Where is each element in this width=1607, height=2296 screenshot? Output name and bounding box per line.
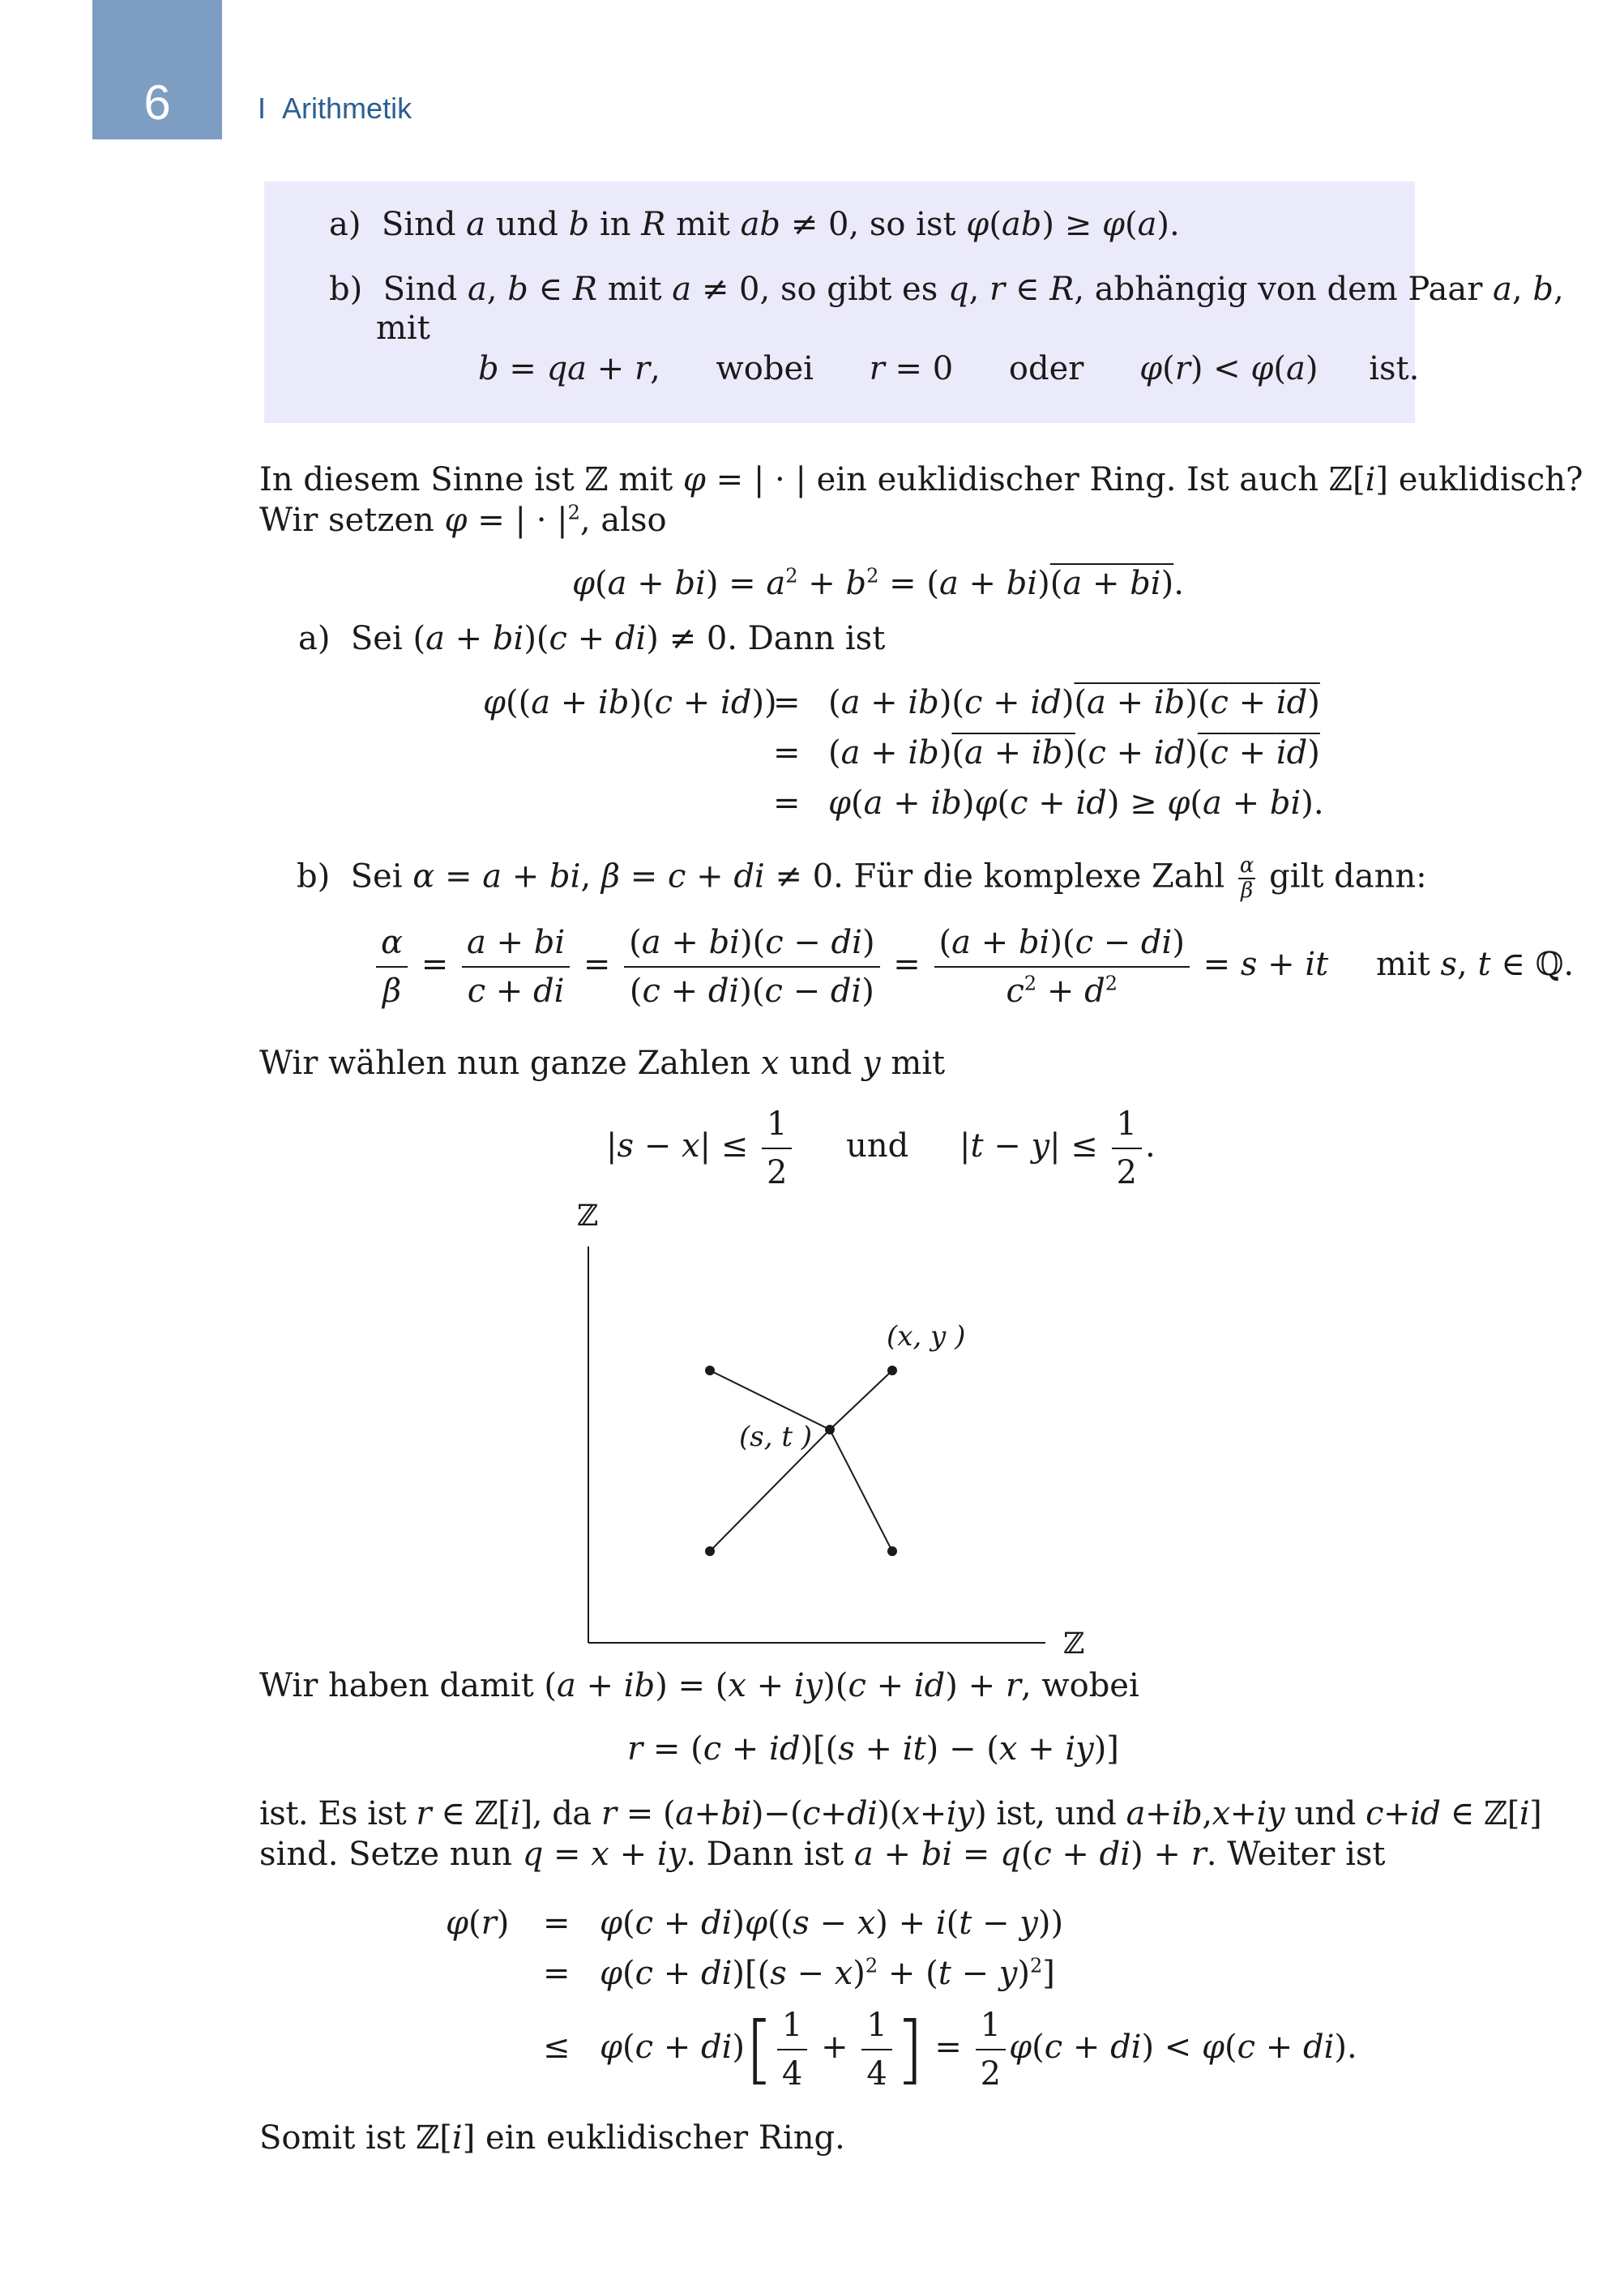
x-axis-label: ℤ	[1063, 1627, 1085, 1661]
section-title: Arithmetik	[282, 92, 412, 125]
result-statement: Wir haben damit (a + ib) = (x + iy)(c + id) + r, wobei	[259, 1667, 1139, 1704]
estimate-eq1: =	[543, 1905, 571, 1942]
case-a-rhs1: (a + ib)(c + id)(a + ib)(c + id)	[828, 684, 1320, 721]
estimate-rhs3: φ(c + di)[ $\frac{1}{4}$ + $\frac{1}{4}$ ] = $\frac{1}{2}$ φ(c + di) < φ(c + di).	[600, 2006, 1357, 2093]
box-item-b-mit: mit	[376, 310, 430, 347]
estimate-rhs1: φ(c + di)φ((s − x) + i(t − y))	[600, 1905, 1064, 1942]
remainder-equation: r = (c + id)[(s + it) − (x + iy)]	[627, 1730, 1119, 1768]
estimate-eq2: =	[543, 1955, 571, 1992]
set-q-line: sind. Setze nun q = x + iy. Dann ist a + bi = q(c + di) + r. Weiter ist	[259, 1836, 1386, 1873]
estimate-lhs: φ(r)	[446, 1905, 510, 1942]
label-st: (s, t )	[739, 1421, 813, 1453]
section-marker: I	[258, 92, 267, 125]
case-a-rhs2: (a + ib)(a + ib)(c + id)(c + id)	[828, 734, 1320, 772]
segment-to-lower-right	[830, 1430, 892, 1551]
paragraph-setting: Wir setzen φ = | · $|^2$, also	[259, 501, 667, 539]
point-st	[825, 1425, 835, 1434]
y-axis-label: ℤ	[577, 1199, 599, 1233]
lattice-point-xy	[887, 1366, 897, 1375]
estimate-le: ≤	[543, 2029, 571, 2066]
box-item-b: b) Sind a, b ∈ R mit a ≠ 0, so gibt es q, r ∈ R, abhängig von dem Paar a, b,	[329, 271, 1564, 308]
lattice-point-lower-right	[887, 1546, 897, 1556]
norm-equation: $\varphi(a + bi) = a^2 + b^2 = (a + bi)(a + bi)$.	[572, 564, 1184, 602]
lattice-point-upper-left	[705, 1366, 715, 1375]
conclusion: Somit ist ℤ[i] ein euklidischer Ring.	[259, 2119, 845, 2157]
membership-line: ist. Es ist r ∈ ℤ[i], da r = (a+bi)−(c+di)(x+iy) ist, und a+ib,x+iy und c+id ∈ ℤ[i]	[259, 1795, 1542, 1832]
lattice-point-lower-left	[705, 1546, 715, 1556]
box-item-a: a) Sind a und b in R mit ab ≠ 0, so ist φ(ab) ≥ φ(a).	[329, 206, 1180, 243]
case-a-eq2: =	[773, 734, 801, 772]
estimate-rhs2: $\varphi(c + di)[(s - x)^2 + (t - y)^2]$	[600, 1954, 1055, 1992]
case-a-lhs: φ((a + ib)(c + id))	[483, 684, 777, 721]
box-equation: b = qa + r, wobei r = 0 oder φ(r) < φ(a) ist.	[478, 350, 1420, 387]
case-b-intro: b) Sei α = a + bi, β = c + di ≠ 0. Für die komplexe Zahl $\frac{\alpha}{\beta}$ gilt dann:	[297, 853, 1427, 904]
choose-integers: Wir wählen nun ganze Zahlen x und y mit	[259, 1045, 946, 1082]
case-a-eq3: =	[773, 785, 801, 822]
page-number: 6	[143, 75, 171, 130]
inequality: |s − x| ≤ $\frac{1}{2}$ und |t − y| ≤ $\frac{1}{2}$ .	[606, 1105, 1156, 1191]
label-xy: (x, y )	[887, 1320, 966, 1353]
segment-to-upper-right	[830, 1370, 892, 1430]
quotient-equation: $\frac{\alpha}{\beta}$ = $\frac{a + bi}{c + di}$ = $\frac{(a + bi)(c - di)}{(c + di)(c - di)}$ = $\frac{(a + bi)(c - di)}{c^2 + d^2}$ = s + it mit s, t ∈ ℚ.	[373, 922, 1574, 1011]
paragraph-intro: In diesem Sinne ist ℤ mit φ = | · | ein euklidischer Ring. Ist auch ℤ[i] euklidisch?	[259, 461, 1583, 498]
case-a-intro: a) Sei (a + bi)(c + di) ≠ 0. Dann ist	[298, 620, 886, 657]
case-a-rhs3: φ(a + ib)φ(c + id) ≥ φ(a + bi).	[828, 785, 1324, 822]
case-a-eq1: =	[773, 684, 801, 721]
